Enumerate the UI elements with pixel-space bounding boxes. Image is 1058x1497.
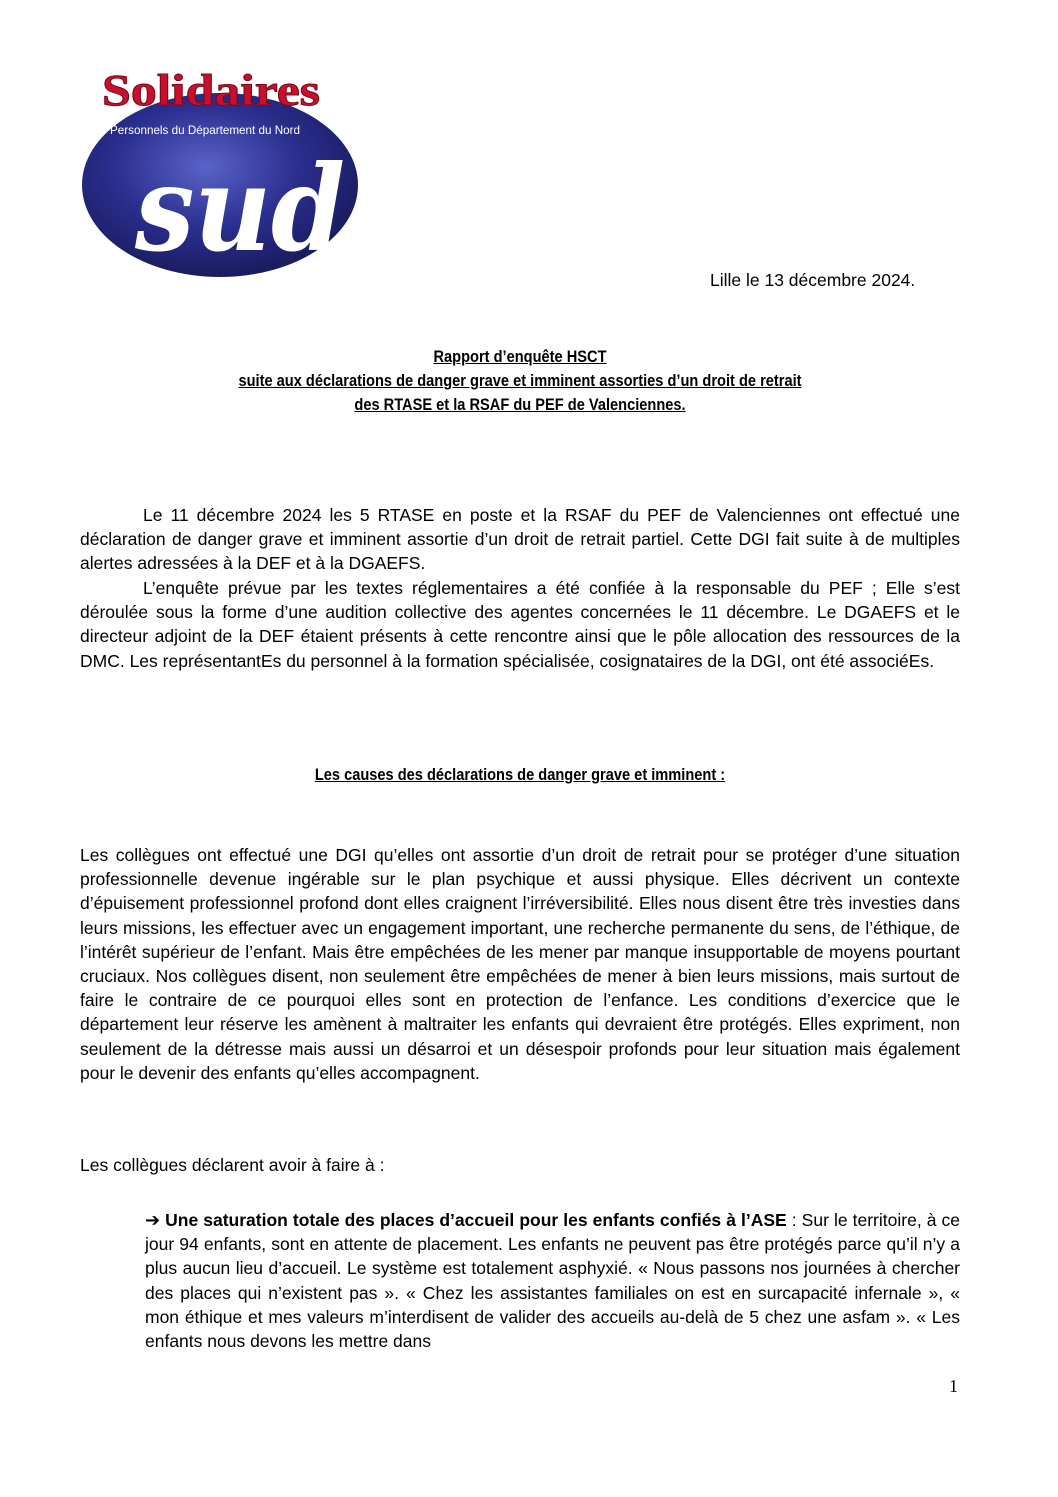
causes-intro: Les collègues déclarent avoir à faire à : xyxy=(80,1155,385,1175)
logo-word: sud xyxy=(134,139,345,278)
title-line-2: suite aux déclarations de danger grave et imminent assorties d’un droit de retrait xyxy=(238,371,802,390)
logo-brand: Solidaires xyxy=(102,66,320,115)
bullet-heading: Une saturation totale des places d’accueil pour les enfants confiés à l’ASE xyxy=(165,1210,787,1230)
solidaires-sud-logo xyxy=(80,60,360,280)
page-number: 1 xyxy=(949,1376,958,1396)
causes-paragraph: Les collègues ont effectué une DGI qu’elles ont assortie d’un droit de retrait pour se protéger d’une situation professionnelle devenue ingérable sur le plan psychique et aussi physique. Elles décrivent un contexte d’épuisement professionnel profond dont elles craignent l’irréversibilité. Elles nous disent être très investies dans leurs missions, les effectuer avec un engagement important, une recherche permanente du sens, de l’éthique, de l’intérêt supérieur de l’enfant. Mais être empêchées de les mener par manque insupportable de moyens pourtant cruciaux. Nos collègues disent, non seulement être empêchées de mener à bien leurs missions, mais surtout de faire le contraire de ce pourquoi elles sont en protection de l’enfance. Les conditions d’exercice que le département leur réserve les amènent à maltraiter les enfants qui devraient être protégés. Elles expriment, non seulement de la détresse mais aussi un désarroi et un désespoir profonds pour leur situation mais également pour le devenir des enfants qu’elles accompagnent. xyxy=(80,845,960,1083)
intro-paragraph-1: Le 11 décembre 2024 les 5 RTASE en poste et la RSAF du PEF de Valenciennes ont effectué une déclaration de danger grave et imminent assortie d’un droit de retrait partiel. Cette DGI fait suite à de multiples alertes adressées à la DEF et à la DGAEFS. xyxy=(80,505,960,574)
arrow-icon: ➔ xyxy=(145,1210,161,1230)
section-title: Les causes des déclarations de danger grave et imminent : xyxy=(314,765,726,784)
intro-paragraph-2: L’enquête prévue par les textes réglementaires a été confiée à la responsable du PEF ; Elle s’est déroulée sous la forme d’une audition collective des agentes concernées le 11 décembre. Le DGAEFS et le directeur adjoint de la DEF étaient présents à cette rencontre ainsi que le pôle allocation des ressources de la DMC. Les représentantEs du personnel à la formation spécialisée, cosignataires de la DGI, ont été associéEs. xyxy=(80,578,960,671)
bullet-text: : Sur le territoire, à ce jour 94 enfants, sont en attente de placement. Les enfants ne peuvent pas être protégés parce qu’il n’y a plus aucun lieu d’accueil. Le système est totalement asphyxié. « Nous passons nos journées à chercher des places qui n’existent pas ». « Chez les assistantes familiales on est en surcapacité infernale », « mon éthique et mes valeurs m’interdisent de valider des accueils au-delà de 5 chez une asfam ». « Les enfants nous devons les mettre dans xyxy=(145,1210,960,1352)
title-line-3: des RTASE et la RSAF du PEF de Valenciennes. xyxy=(354,395,686,414)
title-line-1: Rapport d’enquête HSCT xyxy=(433,347,607,366)
document-title xyxy=(142,345,899,417)
document-date: Lille le 13 décembre 2024. xyxy=(710,270,916,290)
logo-subtitle: Personnels du Département du Nord xyxy=(110,123,300,137)
bullet-item xyxy=(145,1208,960,1353)
